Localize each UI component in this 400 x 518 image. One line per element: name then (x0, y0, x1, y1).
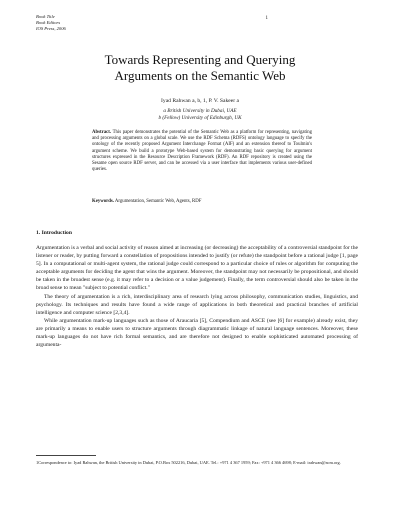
abstract-label: Abstract. (92, 130, 112, 135)
section-body (36, 244, 358, 349)
publisher-year: IOS Press, 2006 (36, 26, 66, 31)
keywords (92, 199, 312, 205)
title-line-2: Arguments on the Semantic Web (114, 68, 286, 83)
affiliation-a: a British University in Dubai, UAE (163, 108, 237, 114)
affiliations (0, 108, 400, 122)
paper-title (0, 52, 400, 84)
title-line-1: Towards Representing and Querying (104, 52, 296, 67)
abstract-text: This paper demonstrates the potential of the Semantic Web as a platform for representing, navigating and processing arguments on a global scale. We use the RDF Schema (RDFS) ontology language to specify the ontology of the recently proposed Argument Interchange Format (AIF) and an extension thereof to Toulmin's argument scheme. We build a prototype Web-based system for demonstrating basic querying for argument structures expressed in the Resource Description Framework (RDF). An RDF repository is created using the Sesame open source RDF server, and can be accessed via a user interface that implements various user-defined queries. (92, 130, 312, 173)
book-title: Book Title (36, 14, 55, 19)
running-head (36, 14, 66, 32)
paragraph-1: Argumentation is a verbal and social activity of reason aimed at increasing (or decreasing) the acceptability of a controversial standpoint for the listener or reader, by putting forward a constellation of propositions intended to justify (or refute) the standpoint before a rational judge [1, page 5]. In a computational or multi-agent system, the rational judge could correspond to a particular choice of rules or algorithm for computing the acceptable arguments for deciding the agent that wins the argument. Moreover, the standpoint may not necessarily be propositional, and should be taken in the broadest sense (e.g. it may refer to a decision or a value judgement). Finally, the term controversial should also be taken in the broad sense to mean "subject to potential conflict." (36, 245, 358, 292)
affiliation-b: b (Fellow) University of Edinburgh, UK (158, 115, 242, 121)
author-list: Iyad Rahwan a, b, 1, P. V. Sakeer a (161, 98, 239, 104)
book-editors: Book Editors (36, 20, 61, 25)
paragraph-3: While argumentation mark-up languages such as those of Araucaria [5], Compendium and ASCE (see [6] for example) already exist, they are primarily a means to enable users to structure arguments through diagrammatic linkage of natural language sentences. Moreover, these mark-up languages do not have rich formal semantics, and are therefore not designed to enable sophisticated automated processing of argumenta- (36, 317, 358, 349)
footnote-rule (36, 455, 96, 456)
paragraph-2: The theory of argumentation is a rich, interdisciplinary area of research lying across philosophy, communication studies, linguistics, and psychology. Its techniques and results have found a wide range of applications in both theoretical and practical branches of artificial intelligence and computer science [2,3,4]. (36, 293, 358, 316)
abstract (92, 130, 312, 173)
section-heading: 1. Introduction (36, 230, 72, 236)
keywords-text: Argumentation, Semantic Web, Agents, RDF (114, 199, 202, 204)
page-number: 1 (265, 16, 268, 21)
keywords-label: Keywords. (92, 199, 114, 204)
footnote: 1Correspondence to: Iyad Rahwan, the British University in Dubai, P.O.Box 502216, Dubai, UAE. Tel.: +971 4 367 1959; Fax: +971 4 366 4698; E-mail: irahwan@acm.org. (36, 460, 341, 465)
